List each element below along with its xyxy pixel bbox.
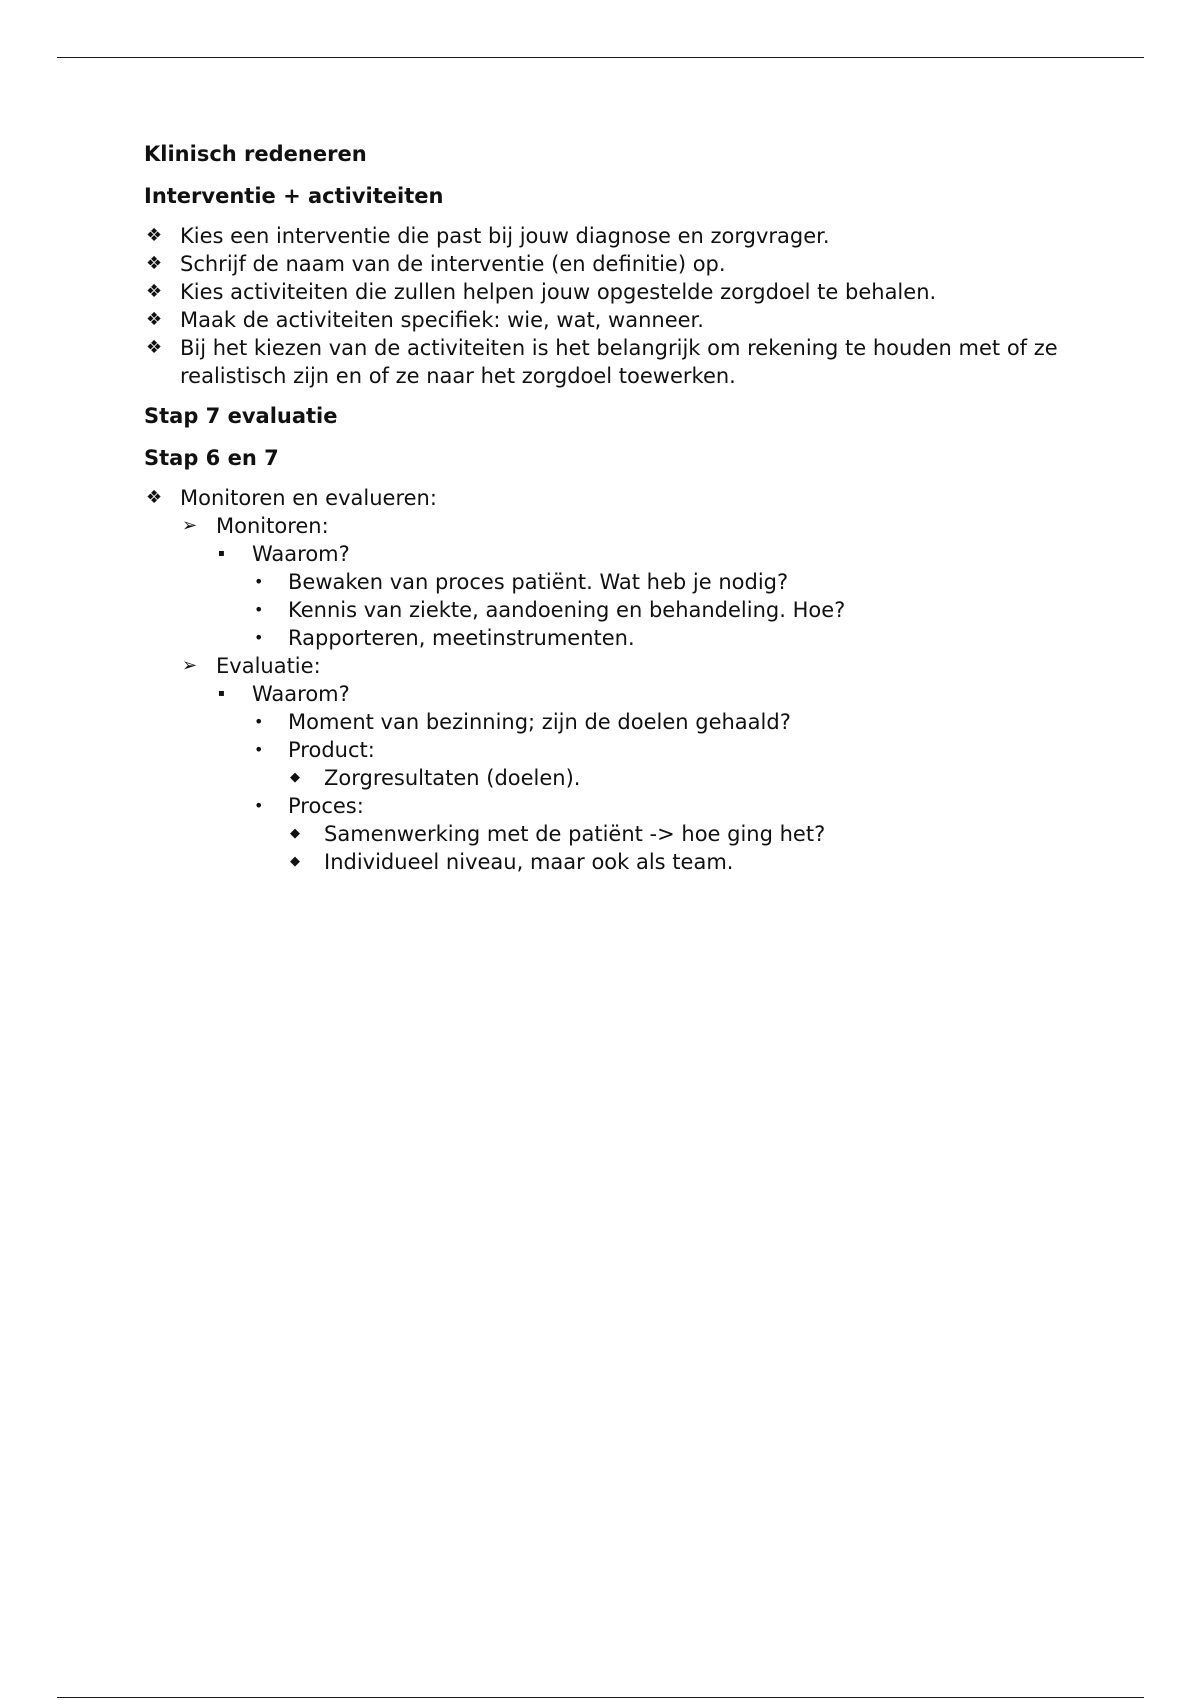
outline-level3 — [216, 540, 1064, 568]
list-item: ▪ Waarom? — [218, 542, 350, 566]
arrow-bullet-icon: ➢ — [182, 655, 198, 676]
list-item: ❖ Kies een interventie die past bij jouw diagnose en zorgvrager. — [146, 224, 830, 248]
document-title: Klinisch redeneren — [144, 142, 367, 166]
list-item: ❖ Monitoren en evalueren: — [146, 486, 437, 510]
document-body — [144, 140, 1064, 876]
diamond-bullet-icon: ❖ — [146, 487, 163, 508]
outline-level5 — [288, 764, 1064, 792]
solid-diamond-bullet-icon: ◆ — [290, 854, 300, 869]
intervention-heading: Interventie + activiteiten — [144, 184, 444, 208]
step7-heading: Stap 7 evaluatie — [144, 404, 338, 428]
list-item: ❖ Bij het kiezen van de activiteiten is het belangrijk om rekening te houden met of ze realistisch zijn en of ze naar het zorgdoel toewerken. — [146, 336, 1058, 388]
diamond-bullet-icon: ❖ — [146, 253, 163, 274]
list-item: • Bewaken van proces patiënt. Wat heb je nodig? — [254, 570, 789, 594]
dot-bullet-icon: • — [254, 712, 264, 731]
outline-level2-sub — [180, 540, 1064, 652]
dot-bullet-icon: • — [254, 796, 264, 815]
footer-rule — [57, 1697, 1144, 1698]
diamond-bullet-icon: ❖ — [146, 225, 163, 246]
list-item: ❖ Maak de activiteiten specifiek: wie, wat, wanneer. — [146, 308, 704, 332]
list-item: • Moment van bezinning; zijn de doelen gehaald? — [254, 710, 791, 734]
outline-level4 — [252, 708, 1064, 764]
outline-level3 — [216, 680, 1064, 708]
list-item: ▪ Waarom? — [218, 682, 350, 706]
diamond-bullet-icon: ❖ — [146, 281, 163, 302]
dot-bullet-icon: • — [254, 740, 264, 759]
list-item: • Kennis van ziekte, aandoening en behandeling. Hoe? — [254, 598, 846, 622]
list-item: ➢ Monitoren: — [182, 514, 329, 538]
list-item: ◆ Zorgresultaten (doelen). — [290, 766, 581, 790]
outline-level5 — [288, 820, 1064, 876]
outline-level4 — [252, 568, 1064, 652]
solid-diamond-bullet-icon: ◆ — [290, 826, 300, 841]
list-item: ➢ Evaluatie: — [182, 654, 321, 678]
outline-level2 — [180, 512, 1064, 540]
diamond-bullet-icon: ❖ — [146, 337, 163, 358]
list-item: ❖ Schrijf de naam van de interventie (en definitie) op. — [146, 252, 726, 276]
list-item: • Rapporteren, meetinstrumenten. — [254, 626, 635, 650]
outline-level2-evaluation — [180, 652, 1064, 680]
outline-level2-evaluation-sub — [180, 680, 1064, 876]
list-item: • Proces: — [254, 794, 364, 818]
solid-diamond-bullet-icon: ◆ — [290, 770, 300, 785]
dot-bullet-icon: • — [254, 572, 264, 591]
intervention-list — [144, 222, 1064, 390]
list-item-group — [180, 680, 1064, 876]
outline-level4 — [252, 792, 1064, 820]
diamond-bullet-icon: ❖ — [146, 309, 163, 330]
list-item: ◆ Samenwerking met de patiënt -> hoe ging het? — [290, 822, 826, 846]
arrow-bullet-icon: ➢ — [182, 515, 198, 536]
header-rule — [57, 57, 1144, 58]
dot-bullet-icon: • — [254, 628, 264, 647]
list-item: ❖ Kies activiteiten die zullen helpen jouw opgestelde zorgdoel te behalen. — [146, 280, 937, 304]
square-bullet-icon: ▪ — [218, 548, 225, 559]
dot-bullet-icon: • — [254, 600, 264, 619]
step67-heading: Stap 6 en 7 — [144, 446, 279, 470]
square-bullet-icon: ▪ — [218, 688, 225, 699]
list-item: • Product: — [254, 738, 375, 762]
list-item-group — [180, 540, 1064, 652]
list-item: ◆ Individueel niveau, maar ook als team. — [290, 850, 734, 874]
monitoring-outline — [144, 484, 1064, 512]
